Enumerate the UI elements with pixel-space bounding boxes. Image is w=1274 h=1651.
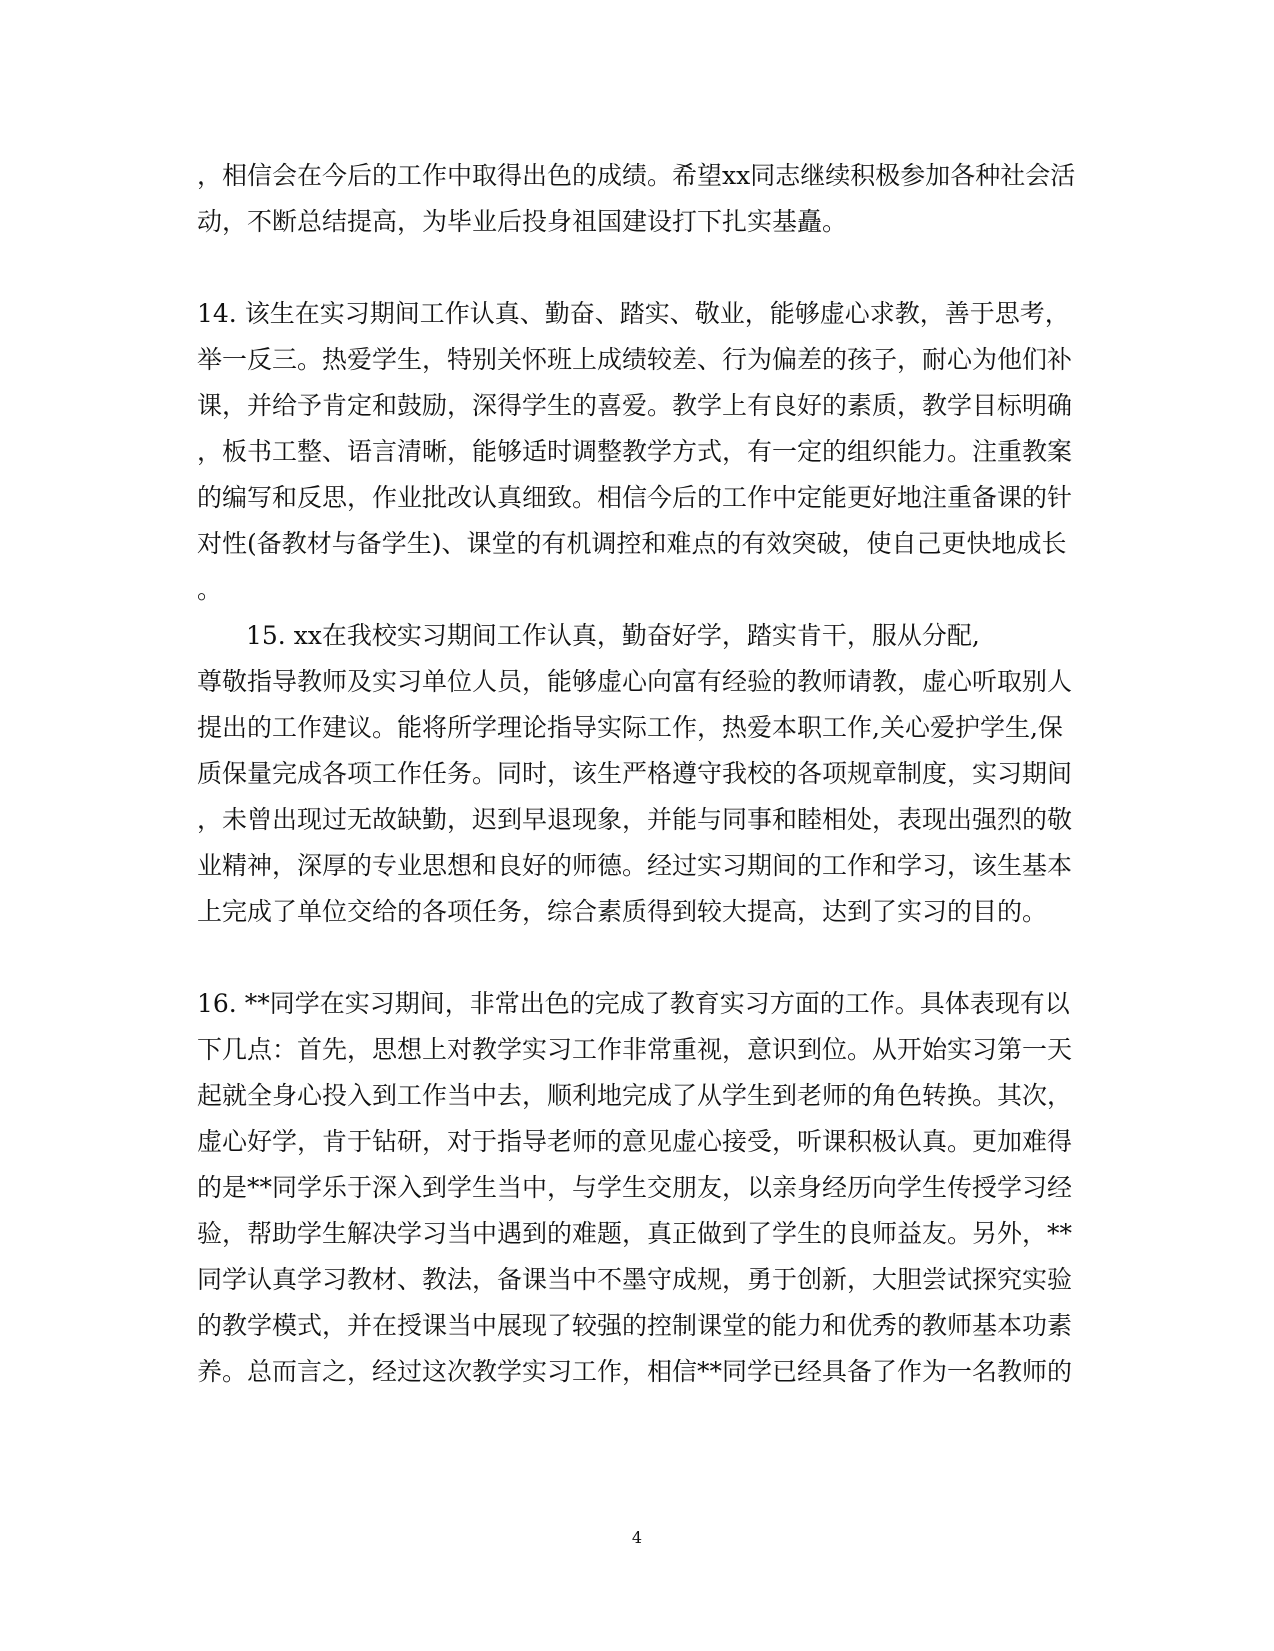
paragraph-14-line-2: 举一反三。热爱学生，特别关怀班上成绩较差、行为偏差的孩子，耐心为他们补 [197,345,1073,374]
paragraph-14-line-6: 对性(备教材与备学生)、课堂的有机调控和难点的有效突破，使自己更快地成长 [197,529,1067,558]
paragraph-1-line-2: 动，不断总结提高，为毕业后投身祖国建设打下扎实基矗。 [197,207,848,236]
paragraph-15-line-7: 上完成了单位交给的各项任务，综合素质得到较大提高，达到了实习的目的。 [197,897,1048,926]
paragraph-16-line-4: 虚心好学，肯于钻研，对于指导老师的意见虚心接受，听课积极认真。更加难得 [197,1127,1073,1156]
paragraph-16-line-7: 同学认真学习教材、教法，备课当中不墨守成规，勇于创新，大胆尝试探究实验 [197,1265,1073,1294]
paragraph-15-line-5: ，未曾出现过无故缺勤，迟到早退现象，并能与同事和睦相处，表现出强烈的敬 [197,805,1073,834]
paragraph-14-line-1: 14. 该生在实习期间工作认真、勤奋、踏实、敬业，能够虚心求教，善于思考， [197,299,1070,328]
paragraph-14-line-3: 课，并给予肯定和鼓励，深得学生的喜爱。教学上有良好的素质，教学目标明确 [197,391,1073,420]
paragraph-15-line-3: 提出的工作建议。能将所学理论指导实际工作，热爱本职工作,关心爱护学生,保 [197,713,1063,742]
paragraph-14-line-4: ，板书工整、语言清晰，能够适时调整教学方式，有一定的组织能力。注重教案 [197,437,1073,466]
paragraph-15-line-2: 尊敬指导教师及实习单位人员，能够虚心向富有经验的教师请教，虚心听取别人 [197,667,1073,696]
paragraph-16-line-1: 16. **同学在实习期间，非常出色的完成了教育实习方面的工作。具体表现有以 [197,989,1070,1018]
paragraph-16-line-2: 下几点：首先，思想上对教学实习工作非常重视，意识到位。从开始实习第一天 [197,1035,1073,1064]
page-number: 4 [631,1528,643,1547]
paragraph-14-line-5: 的编写和反思，作业批改认真细致。相信今后的工作中定能更好地注重备课的针 [197,483,1073,512]
paragraph-16-line-3: 起就全身心投入到工作当中去，顺利地完成了从学生到老师的角色转换。其次， [197,1081,1073,1110]
paragraph-15-line-1: 15. xx在我校实习期间工作认真，勤奋好学，踏实肯干，服从分配, [246,621,980,650]
paragraph-14-line-7: 。 [197,575,223,604]
paragraph-16-line-6: 验，帮助学生解决学习当中遇到的难题，真正做到了学生的良师益友。另外，** [197,1219,1073,1248]
paragraph-16-line-9: 养。总而言之，经过这次教学实习工作，相信**同学已经具备了作为一名教师的 [197,1357,1073,1386]
paragraph-16-line-8: 的教学模式，并在授课当中展现了较强的控制课堂的能力和优秀的教师基本功素 [197,1311,1073,1340]
paragraph-16-line-5: 的是**同学乐于深入到学生当中，与学生交朋友，以亲身经历向学生传授学习经 [197,1173,1073,1202]
paragraph-15-line-6: 业精神，深厚的专业思想和良好的师德。经过实习期间的工作和学习，该生基本 [197,851,1073,880]
paragraph-15-line-4: 质保量完成各项工作任务。同时，该生严格遵守我校的各项规章制度，实习期间 [197,759,1073,788]
paragraph-1-line-1: ，相信会在今后的工作中取得出色的成绩。希望xx同志继续积极参加各种社会活 [197,161,1076,190]
